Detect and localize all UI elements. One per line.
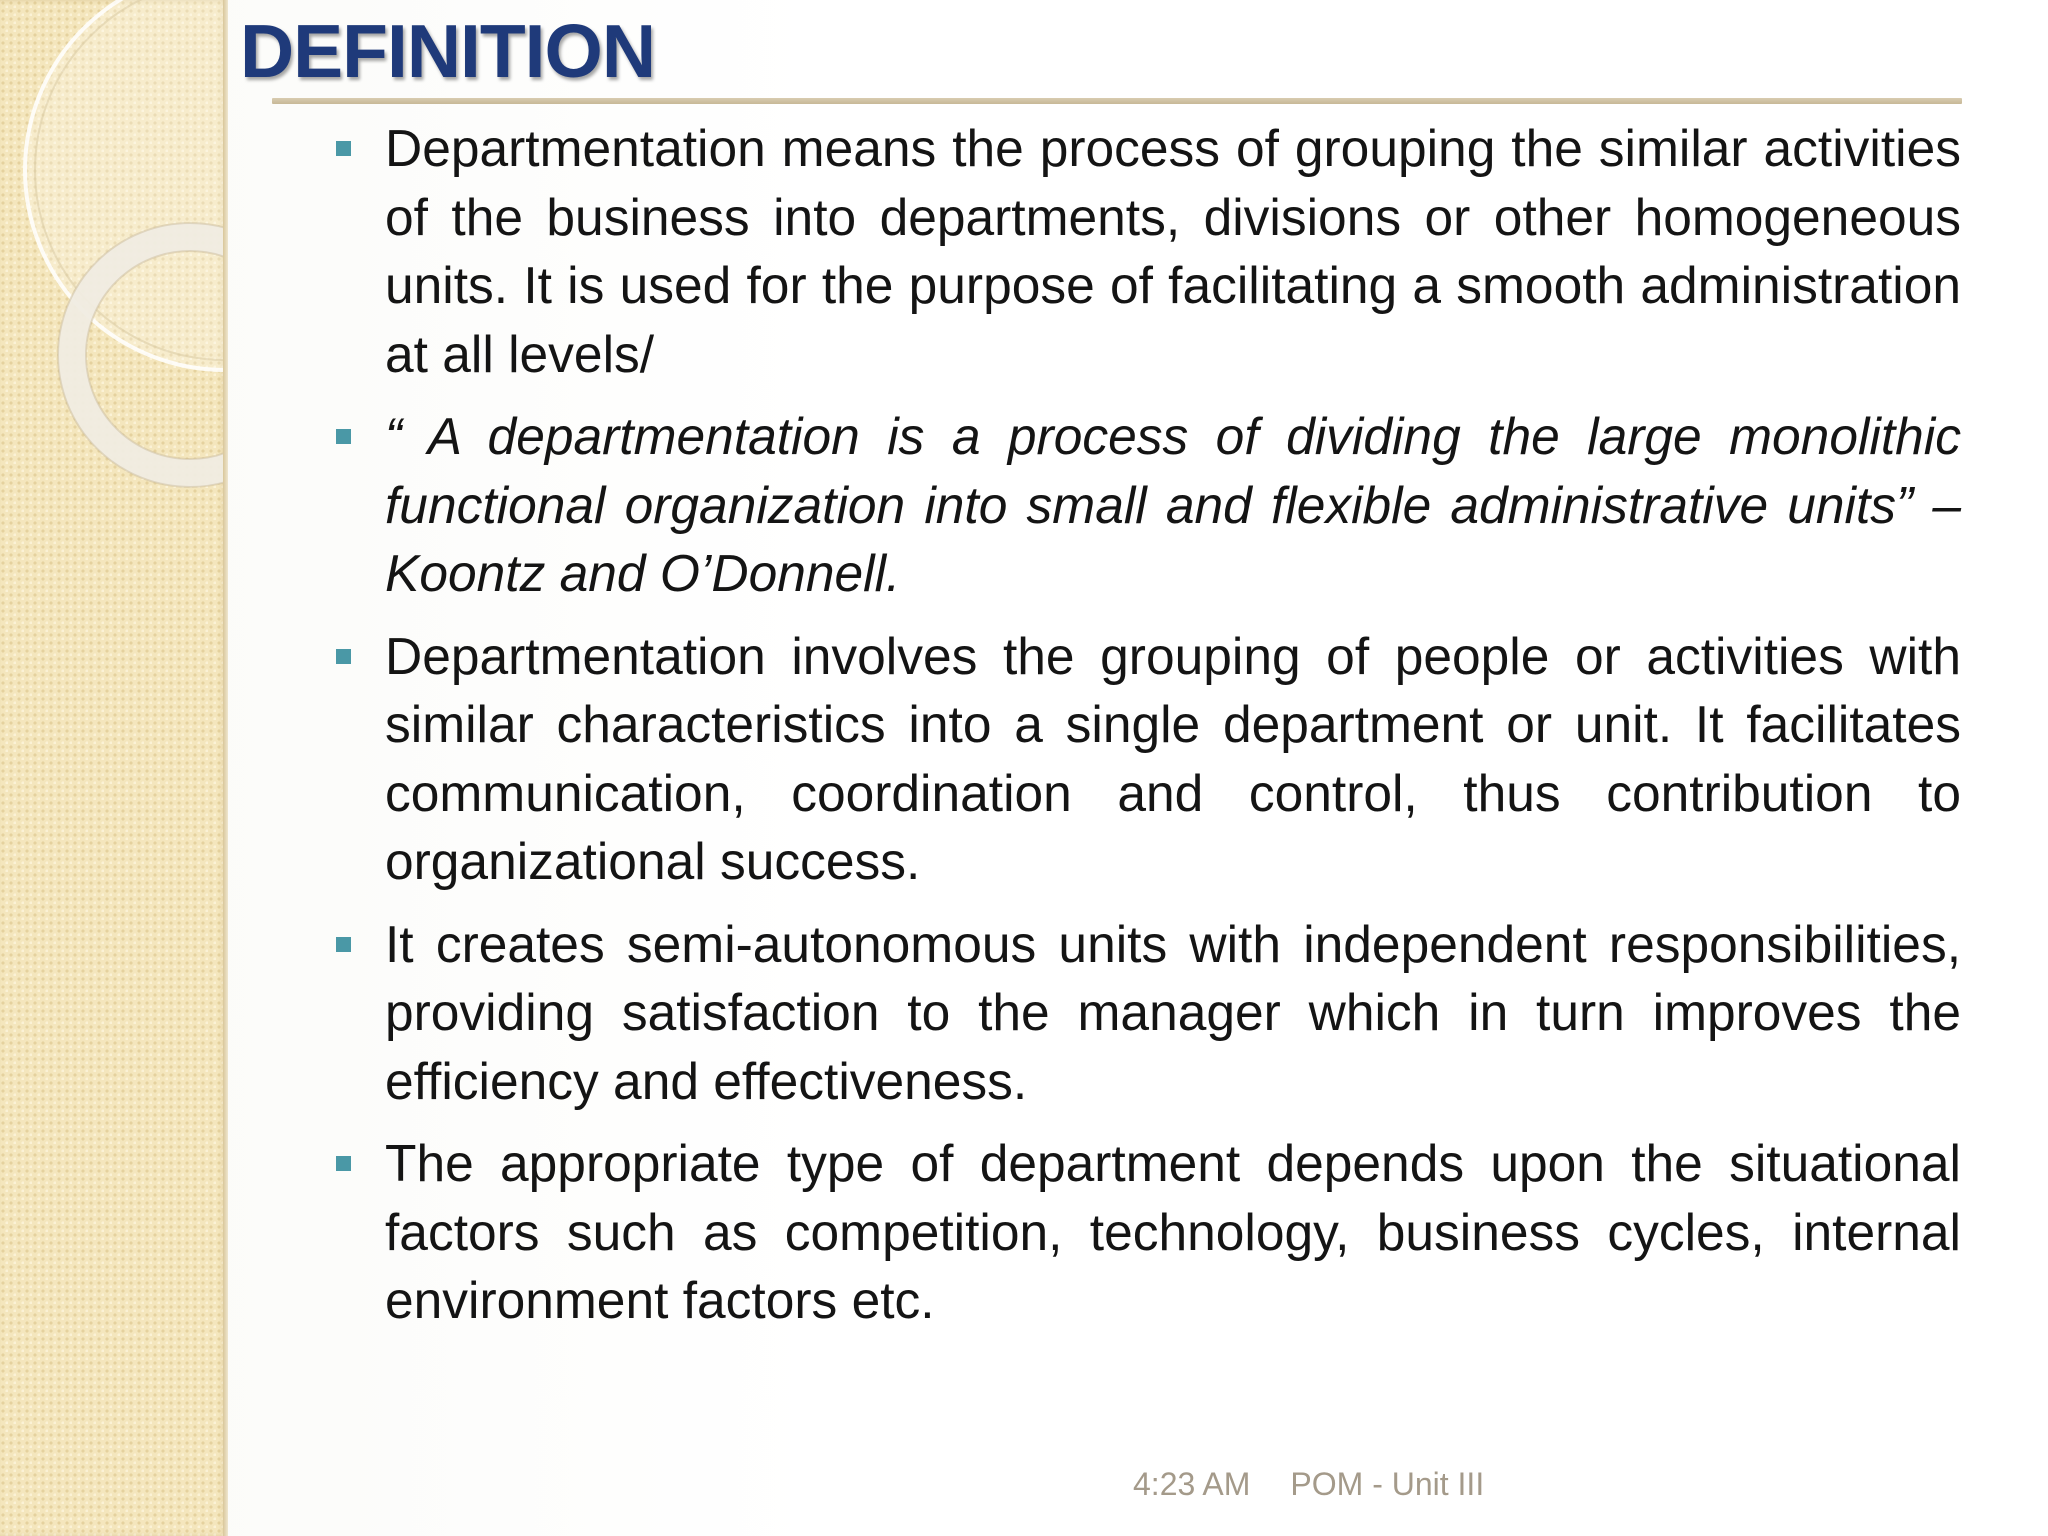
title-underline: [272, 98, 1962, 104]
bullet-text: The appropriate type of department depends upon the situational factors such as competition, technology, business cycles, internal environment factors etc.: [385, 1134, 1961, 1329]
bullet-item: [333, 1129, 1961, 1335]
bullet-text: Departmentation involves the grouping of people or activities with similar characteristics into a single department or unit. It facilitates communication, coordination and control, thus contribution to organizational success.: [385, 626, 1961, 890]
bullet-item: [333, 622, 1961, 896]
bullet-text: It creates semi-autonomous units with independent responsibilities, providing satisfaction to the manager which in turn improves the efficiency and effectiveness.: [385, 914, 1961, 1110]
bullet-item: [333, 114, 1961, 388]
square-bullet-icon: [336, 649, 351, 664]
decorative-circles: [0, 0, 226, 1536]
bullet-list: [333, 114, 1961, 1349]
bullet-text: Departmentation means the process of grouping the similar activities of the business into departments, divisions or other homogeneous units. It is used for the purpose of facilitating a smooth administration at all levels/: [385, 119, 1961, 383]
bullet-item: [333, 402, 1961, 608]
square-bullet-icon: [336, 141, 351, 156]
slide-title: DEFINITION: [240, 9, 655, 93]
footer-label: POM - Unit III: [1290, 1466, 1485, 1502]
square-bullet-icon: [336, 429, 351, 444]
square-bullet-icon: [336, 1156, 351, 1171]
side-band-edge: [223, 0, 228, 1536]
bullet-quote-text: “ A departmentation is a process of dividing the large monolithic functional organization into small and flexible administrative units” – Koontz and O’Donnell.: [385, 407, 1961, 602]
bullet-item: [333, 910, 1961, 1116]
slide-footer: [1133, 1466, 1484, 1503]
decorative-side-band: [0, 0, 226, 1536]
footer-time: 4:23 AM: [1133, 1466, 1251, 1502]
square-bullet-icon: [336, 937, 351, 952]
